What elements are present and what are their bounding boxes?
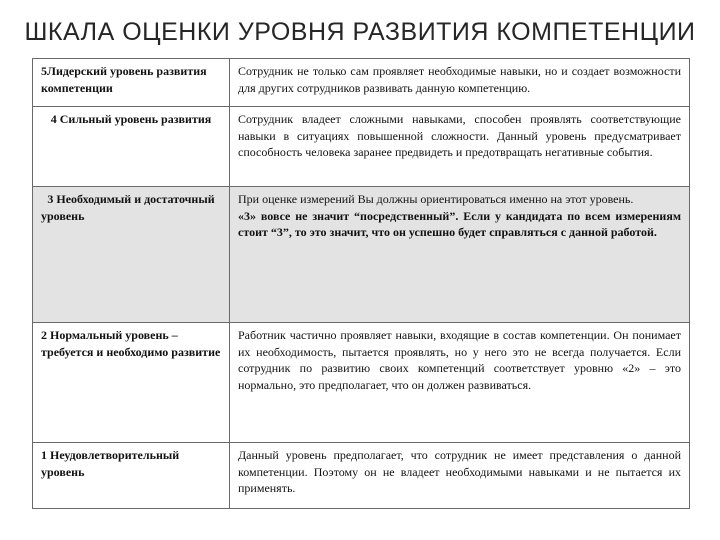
- description-cell: Сотрудник не только сам проявляет необходимые навыки, но и создает возможности для других сотрудников развивать данную компетенцию.: [230, 59, 690, 107]
- level-cell: 4 Сильный уровень развития: [33, 107, 230, 187]
- competency-scale-table: [32, 58, 690, 509]
- level-cell: [33, 187, 230, 323]
- level-label: 3 Необходимый и достаточный: [47, 192, 215, 206]
- level-label-continued: уровень: [41, 208, 85, 223]
- level-cell: 2 Нормальный уровень – требуется и необходимо развитие: [33, 323, 230, 443]
- table-row: [33, 59, 690, 107]
- description-emphasis: «3» вовсе не значит “посредственный”. Если у кандидата по всем измерениям стоит “3”, то это значит, что он успешно будет справляться с данной работой.: [238, 208, 681, 239]
- page-title: ШКАЛА ОЦЕНКИ УРОВНЯ РАЗВИТИЯ КОМПЕТЕНЦИИ: [24, 18, 696, 46]
- table-row: [33, 107, 690, 187]
- description-intro: При оценке измерений Вы должны ориентироваться именно на этот уровень.: [238, 192, 634, 206]
- description-cell: Сотрудник владеет сложными навыками, способен проявлять соответствующие навыки в ситуациях повышенной сложности. Данный уровень предусматривает способность человека заранее предвидеть и предотвращать негативные события.: [230, 107, 690, 187]
- table-row: [33, 323, 690, 443]
- description-cell: Работник частично проявляет навыки, входящие в состав компетенции. Он понимает их необходимость, пытается проявлять, но у него это не всегда получается. Если сотрудник по развитию своих компетенций соответствует уровню «2» – это нормально, это предполагает, что он должен развиваться.: [230, 323, 690, 443]
- level-cell: 5Лидерский уровень развития компетенции: [33, 59, 230, 107]
- level-cell: 1 Неудовлетворительный уровень: [33, 443, 230, 509]
- description-cell: [230, 187, 690, 323]
- description-cell: Данный уровень предполагает, что сотрудник не имеет представления о данной компетенции. Поэтому он не владеет необходимыми навыками и не пытается их применять.: [230, 443, 690, 509]
- table-row: [33, 443, 690, 509]
- table-row: [33, 187, 690, 323]
